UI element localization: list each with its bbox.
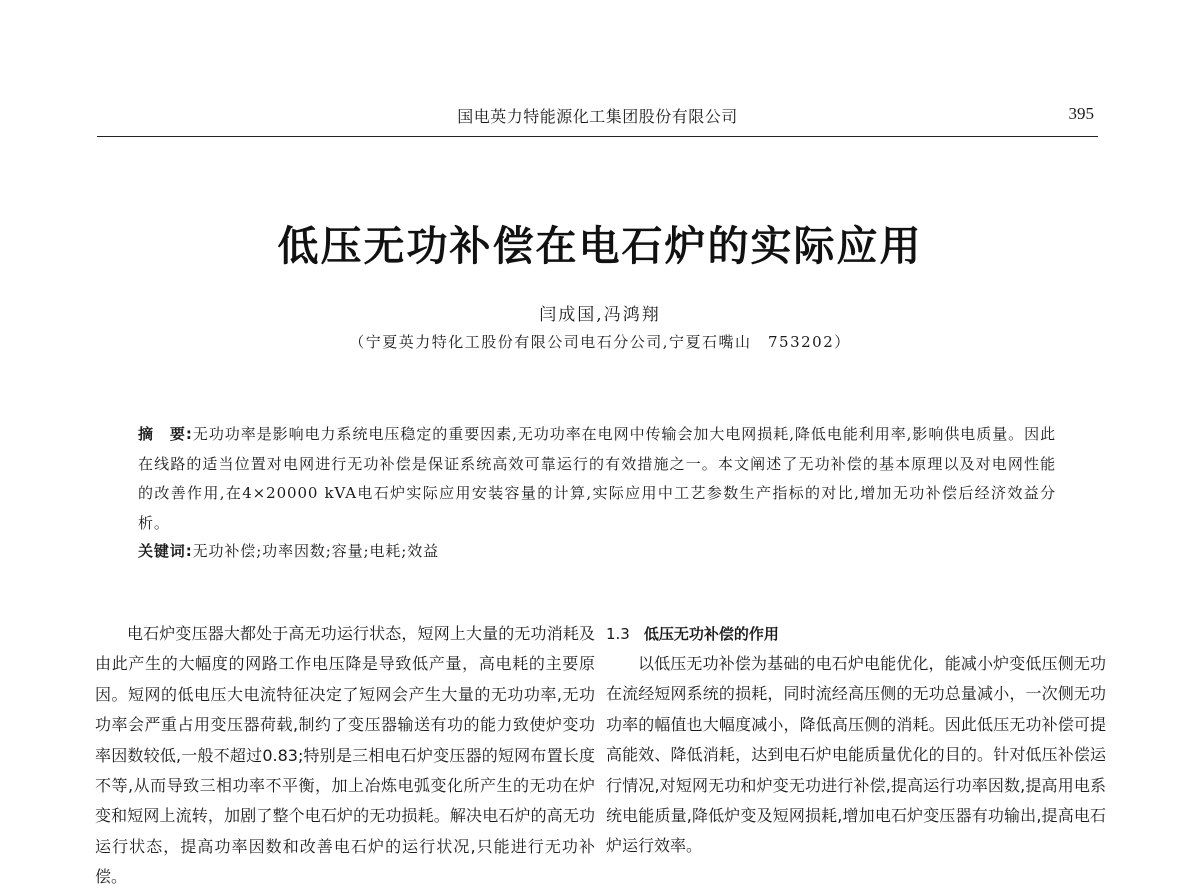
running-head: 国电英力特能源化工集团股份有限公司	[457, 107, 738, 126]
body-paragraph: 以低压无功补偿为基础的电石炉电能优化，能减小炉变低压侧无功在流经短网系统的损耗，同时流经高压侧的无功总量减小，一次侧无功功率的幅值也大幅度减小，降低高压侧的消耗。因此低压无功补偿可提高能效、降低消耗，达到电石炉电能质量优化的目的。针对低压补偿运行情况,对短网无功和炉变无功进行补偿,提高运行功率因数,提高用电系统电能质量,降低炉变及短网损耗,增加电石炉变压器有功输出,提高电石炉运行效率。	[606, 654, 1106, 856]
authors: 闫成国,冯鸿翔	[539, 305, 661, 325]
body-column-right	[606, 619, 1106, 862]
article-title: 低压无功补偿在电石炉的实际应用	[277, 222, 923, 270]
page-header	[97, 100, 1098, 137]
keywords-label: 关键词:	[138, 542, 193, 560]
keywords-text: 无功补偿;功率因数;容量;电耗;效益	[192, 542, 440, 560]
body-paragraph: 电石炉变压器大都处于高无功运行状态，短网上大量的无功消耗及由此产生的大幅度的网路工作电压降是导致低产量，高电耗的主要原因。短网的低电压大电流特征决定了短网会产生大量的无功功率,无功功率会严重占用变压器荷载,制约了变压器输送有功的能力致使炉变功率因数较低,一般不超过0.83;特别是三相电石炉变压器的短网布置长度不等,从而导致三相功率不平衡，加上冶炼电弧变化所产生的无功在炉变和短网上流转，加剧了整个电石炉的无功损耗。解决电石炉的高无功运行状态，提高功率因数和改善电石炉的运行状况,只能进行无功补偿。	[95, 624, 595, 887]
page-number: 395	[1068, 104, 1094, 123]
section-heading	[606, 619, 1106, 649]
abstract-text: 无功功率是影响电力系统电压稳定的重要因素,无功功率在电网中传输会加大电网损耗,降低电能利用率,影响供电质量。因此在线路的适当位置对电网进行无功补偿是保证系统高效可靠运行的有效措施之一。本文阐述了无功补偿的基本原理以及对电网性能的改善作用,在4×20000 kVA电石炉实际应用安装容量的计算,实际应用中工艺参数生产指标的对比,增加无功补偿后经济效益分析。	[138, 425, 1056, 532]
keywords	[138, 540, 439, 561]
body-column-left	[95, 619, 595, 893]
abstract	[138, 420, 1056, 538]
affiliation: （宁夏英力特化工股份有限公司电石分公司,宁夏石嘴山 753202）	[349, 333, 851, 351]
section-number: 1.3	[606, 625, 630, 643]
section-title: 低压无功补偿的作用	[643, 625, 779, 643]
abstract-label: 摘 要:	[138, 425, 193, 443]
